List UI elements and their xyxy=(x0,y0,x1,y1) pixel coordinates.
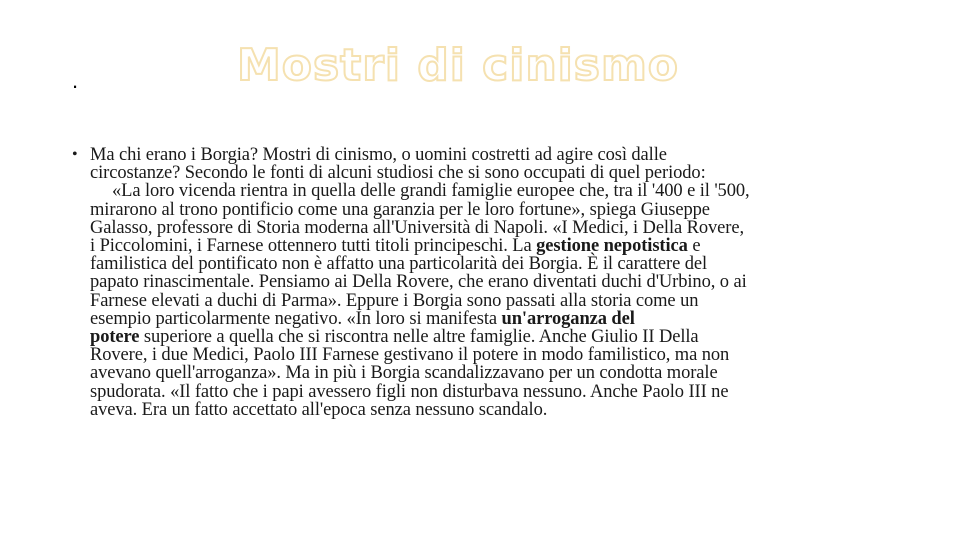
text-line: Rovere, i due Medici, Paolo III Farnese gestivano il potere in modo familistico, ma non xyxy=(90,345,730,366)
text-line: circostanze? Secondo le fonti di alcuni studiosi che si sono occupati di quel periodo: xyxy=(90,163,706,184)
text-line: spudorata. «Il fatto che i papi avessero figli non disturbava nessuno. Anche Paolo III ne xyxy=(90,381,729,402)
text-line: «La loro vicenda rientra in quella delle grandi famiglie europee che, tra il '400 e il '500, xyxy=(112,181,750,202)
text-line: mirarono al trono pontificio come una garanzia per le loro fortune», spiega Giuseppe xyxy=(90,199,710,220)
body-paragraph xyxy=(90,146,750,419)
slide-title: Mostri di cinismo xyxy=(236,40,680,91)
bullet-item xyxy=(72,146,892,419)
text-line: aveva. Era un fatto accettato all'epoca senza nessuno scandalo. xyxy=(90,399,548,420)
bold-phrase: potere xyxy=(90,327,140,348)
text-line: papato rinascimentale. Pensiamo ai Della Rovere, che erano diventati duchi d'Urbino, o ai xyxy=(90,272,747,293)
text-line: avevano quell'arroganza». Ma in più i Borgia scandalizzavano per un condotta morale xyxy=(90,363,718,384)
bold-phrase: gestione nepotistica xyxy=(536,236,688,257)
text-segment: esempio particolarmente negativo. «In loro si manifesta xyxy=(90,308,502,329)
text-line: Ma chi erano i Borgia? Mostri di cinismo, o uomini costretti ad agire così dalle xyxy=(90,145,667,165)
text-line xyxy=(90,237,750,255)
text-segment: e xyxy=(687,236,701,257)
text-line xyxy=(90,310,750,328)
text-segment: i Piccolomini, i Farnese ottennero tutti titoli principeschi. La xyxy=(90,236,537,257)
bold-phrase: un'arroganza del xyxy=(501,308,635,329)
text-line: Farnese elevati a duchi di Parma». Eppure i Borgia sono passati alla storia come un xyxy=(90,290,699,311)
text-line xyxy=(90,328,750,346)
text-segment: superiore a quella che si riscontra nelle altre famiglie. Anche Giulio II Della xyxy=(139,327,699,348)
bullet-icon: • xyxy=(72,146,78,163)
text-line: Galasso, professore di Storia moderna all'Università di Napoli. «I Medici, i Della Rovere, xyxy=(90,217,744,238)
text-line: familistica del pontificato non è affatto una particolarità dei Borgia. È il carattere del xyxy=(90,254,708,275)
slide-body xyxy=(72,146,892,419)
slide-marker: . xyxy=(72,68,79,93)
